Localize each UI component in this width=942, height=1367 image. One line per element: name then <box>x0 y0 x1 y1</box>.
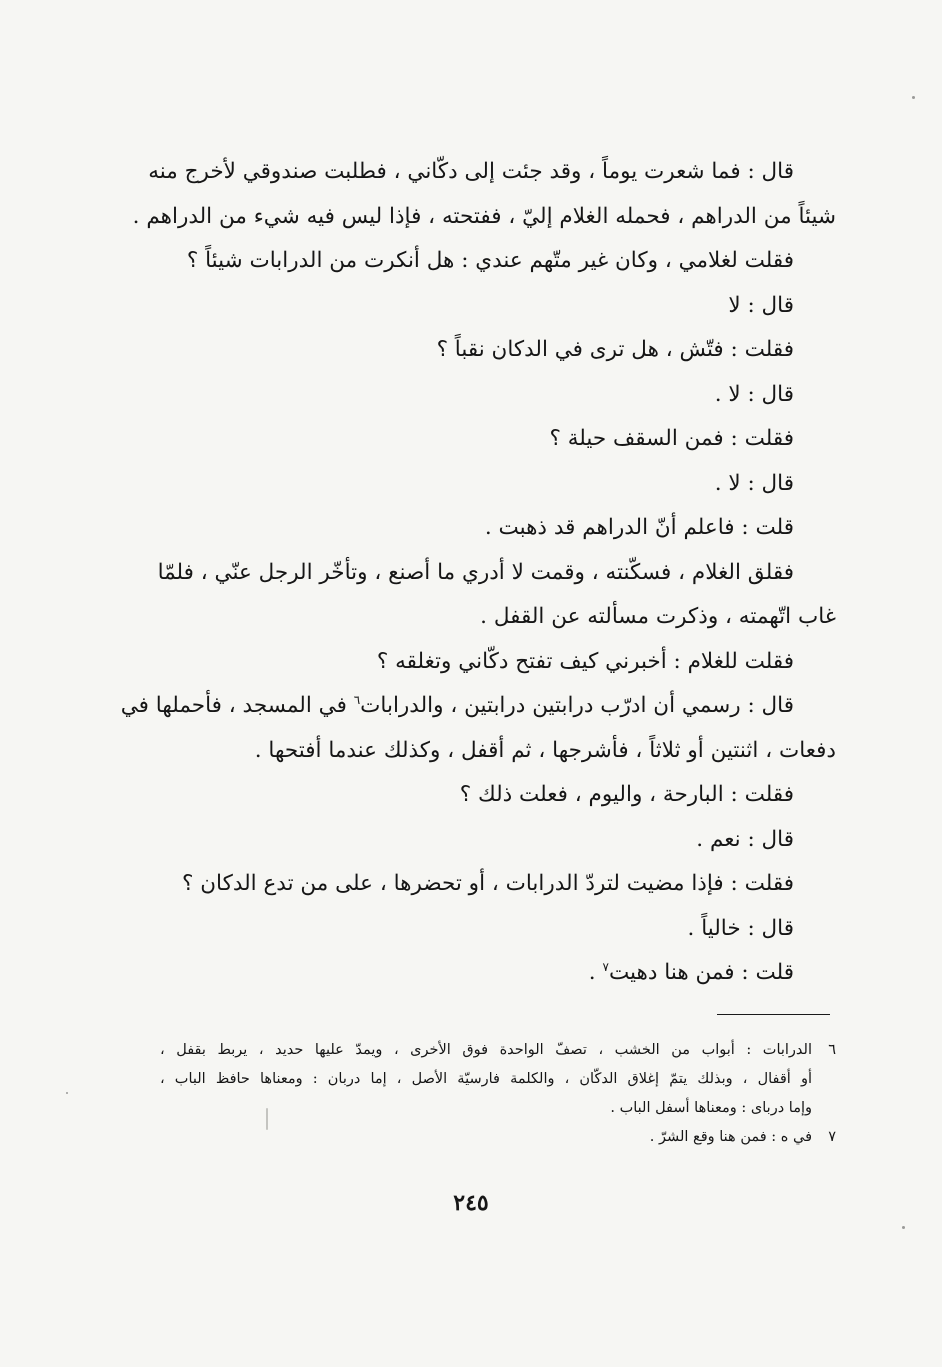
page-number: ٢٤٥ <box>453 1190 489 1216</box>
text-line: غاب اتّهمته ، وذكرت مسألته عن القفل . <box>480 604 836 629</box>
footnote-mark: ٧ <box>602 959 609 974</box>
paper-speck <box>912 96 915 99</box>
main-text <box>120 150 836 996</box>
text-line: شيئاً من الدراهم ، فحمله الغلام إليّ ، ففتحته ، فإذا ليس فيه شيء من الدراهم . <box>132 203 836 229</box>
paper-speck <box>266 1108 268 1130</box>
text-line: فقلت : البارحة ، واليوم ، فعلت ذلك ؟ <box>459 782 794 807</box>
text-line: فقلت للغلام : أخبرني كيف تفتح دكّاني وتغلقه ؟ <box>376 648 794 674</box>
text-line: قال : خالياً . <box>687 915 794 941</box>
text-line: قال : لا . <box>714 470 794 496</box>
text-line: دفعات ، اثنتين أو ثلاثاً ، فأشرجها ، ثم أقفل ، وكذلك عندما أفتحها . <box>254 737 836 763</box>
text-line: فقلت لغلامي ، وكان غير متّهم عندي : هل أنكرت من الدرابات شيئاً ؟ <box>186 248 794 273</box>
footnote-mark: ٦ <box>353 692 361 707</box>
footnote-line: في ه : فمن هنا وقع الشرّ . <box>649 1129 812 1145</box>
text-line: قال : لا . <box>714 381 794 407</box>
text-line: فقلق الغلام ، فسكّنته ، وقمت لا أدري ما أصنع ، وتأخّر الرجل عنّي ، فلمّا <box>157 559 794 585</box>
footnote-line: الدرابات : أبواب من الخشب ، تصفّ الواحدة فوق الأخرى ، ويمدّ عليها حديد ، يربط بقفل ، <box>160 1042 812 1058</box>
footnote-number: ٦ <box>828 1042 836 1058</box>
text-line: فقلت : فتّش ، هل ترى في الدكان نقباً ؟ <box>436 337 794 362</box>
text-line: قلت : فمن هنا دهيت$^٧$ . <box>588 959 794 985</box>
footnote <box>160 1036 836 1123</box>
footnotes <box>160 1036 836 1152</box>
paper-speck <box>902 1226 905 1229</box>
footnote-separator <box>717 1014 830 1015</box>
text-line: فقلت : فإذا مضيت لتردّ الدرابات ، أو تحضرها ، على من تدع الدكان ؟ <box>182 871 794 896</box>
text-line: قلت : فاعلم أنّ الدراهم قد ذهبت . <box>484 515 794 540</box>
paper-speck <box>66 1092 68 1094</box>
footnote <box>160 1123 836 1152</box>
text-line: قال : نعم . <box>696 826 794 852</box>
footnote-line: أو أقفال ، وبذلك يتمّ إغلاق الدكّان ، والكلمة فارسيّة الأصل ، إما دربان : ومعناها حافظ الباب ، <box>160 1071 812 1087</box>
footnote-number: ٧ <box>828 1129 836 1145</box>
text-line: قال : رسمي أن ادرّب درابتين درابتين ، والدرابات$^٦$ في المسجد ، فأحملها في <box>120 692 794 718</box>
footnote-line: وإما دربای : ومعناها أسفل الباب . <box>610 1100 812 1116</box>
text-line: قال : فما شعرت يوماً ، وقد جئت إلى دكّاني ، فطلبت صندوقي لأخرج منه <box>148 159 794 184</box>
text-line: قال : لا <box>728 292 794 318</box>
text-line: فقلت : فمن السقف حيلة ؟ <box>549 426 794 451</box>
